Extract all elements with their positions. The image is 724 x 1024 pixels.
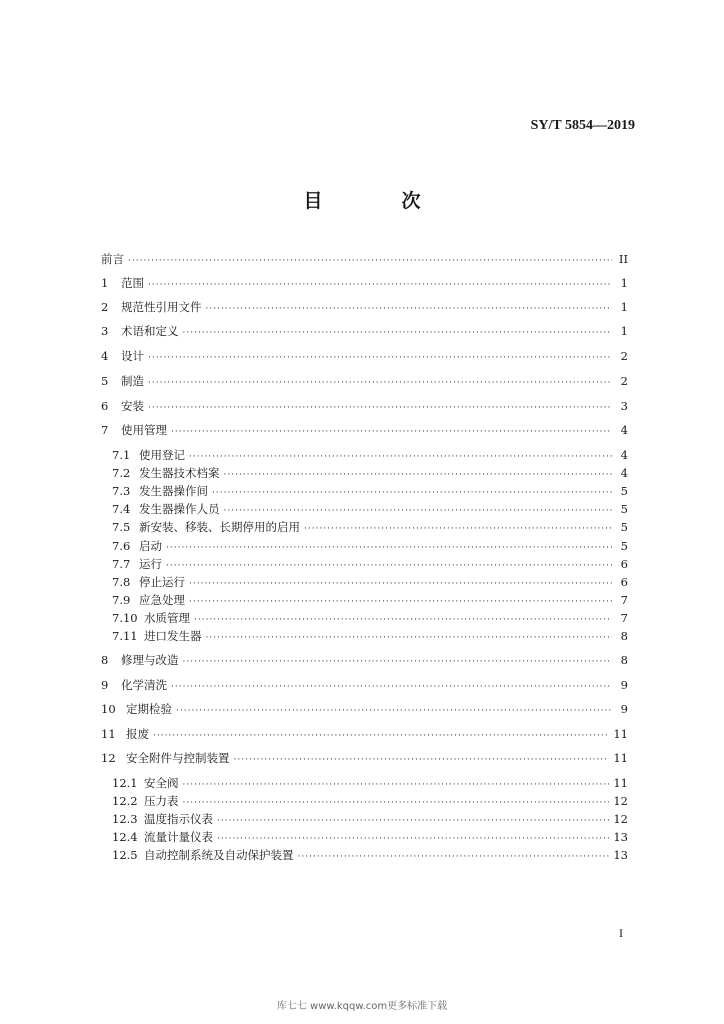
toc-entry-number: 12 [101, 751, 116, 765]
toc-entry-number: 12.2 [112, 794, 138, 808]
toc-subentry[interactable] [112, 810, 628, 828]
toc-entry-number: 7.8 [112, 575, 131, 589]
toc-entry-number: 11 [101, 727, 116, 741]
toc-entry-page: 5 [620, 484, 628, 498]
toc-entry-number: 7 [101, 423, 109, 437]
toc-entry-number: 12.3 [112, 812, 138, 826]
toc-entry-page: 9 [620, 702, 628, 716]
toc-entry[interactable] [101, 322, 628, 340]
toc-entry-number: 7.7 [112, 557, 131, 571]
toc-entry-page: II [618, 252, 628, 266]
toc-entry-foreword[interactable] [101, 250, 628, 268]
toc-title: 目 次 [303, 190, 451, 212]
toc-entry-label: 前言 [101, 252, 124, 266]
toc-entry-label: 运行 [139, 557, 162, 571]
toc-entry-number: 8 [101, 653, 109, 667]
toc-leader-dots [183, 653, 613, 671]
toc-entry-label: 安全附件与控制装置 [126, 751, 230, 765]
toc-entry-number: 5 [101, 374, 109, 388]
toc-entry-label: 设计 [121, 349, 144, 363]
toc-entry-number: 4 [101, 349, 109, 363]
toc-leader-dots [148, 399, 612, 417]
toc-entry-page: 5 [620, 502, 628, 516]
toc-entry-label: 范围 [121, 276, 144, 290]
toc-entry-label: 发生器操作人员 [139, 502, 220, 516]
toc-entry-label: 水质管理 [144, 611, 190, 625]
toc-entry-label: 安全阀 [144, 776, 179, 790]
toc-entry-page: 4 [620, 466, 628, 480]
toc-entry-label: 新安装、移装、长期停用的启用 [139, 520, 300, 534]
toc-entry-label: 发生器技术档案 [139, 466, 220, 480]
toc-subentry[interactable] [112, 609, 628, 627]
toc-subentry[interactable] [112, 627, 628, 645]
toc-entry[interactable] [101, 651, 628, 669]
toc-subentry[interactable] [112, 573, 628, 591]
toc-entry[interactable] [101, 700, 628, 718]
toc-entry-label: 使用管理 [121, 423, 167, 437]
toc-subentry[interactable] [112, 518, 628, 536]
toc-leader-dots [298, 848, 610, 866]
toc-entry-number: 9 [101, 678, 109, 692]
toc-entry[interactable] [101, 347, 628, 365]
toc-leader-dots [176, 702, 612, 720]
toc-entry-label: 发生器操作间 [139, 484, 208, 498]
toc-subentry[interactable] [112, 500, 628, 518]
toc-leader-dots [183, 324, 613, 342]
toc-entry-page: 8 [620, 653, 628, 667]
toc-entry-label: 启动 [139, 539, 162, 553]
toc-subentry[interactable] [112, 446, 628, 464]
toc-subentry[interactable] [112, 464, 628, 482]
toc-entry-number: 2 [101, 300, 109, 314]
toc-entry-number: 12.4 [112, 830, 138, 844]
standard-code: SY/T 5854—2019 [530, 118, 635, 133]
toc-entry-label: 温度指示仪表 [144, 812, 213, 826]
toc-entry-number: 7.11 [112, 629, 138, 643]
toc-entry-page: 3 [620, 399, 628, 413]
toc-entry-page: 7 [620, 611, 628, 625]
footer-watermark[interactable]: 库七七 www.kqqw.com更多标准下载 [276, 1001, 448, 1012]
toc-entry-page: 9 [620, 678, 628, 692]
toc-entry-number: 7.10 [112, 611, 138, 625]
toc-entry-page: 6 [620, 557, 628, 571]
toc-entry-number: 7.5 [112, 520, 131, 534]
toc-entry-label: 化学清洗 [121, 678, 167, 692]
toc-entry[interactable] [101, 372, 628, 390]
toc-entry-page: 12 [613, 812, 628, 826]
toc-subentry[interactable] [112, 792, 628, 810]
toc-entry-page: 4 [620, 423, 628, 437]
toc-entry-label: 压力表 [144, 794, 179, 808]
toc-subentry[interactable] [112, 591, 628, 609]
toc-leader-dots [234, 751, 610, 769]
page-number: I [619, 926, 623, 940]
toc-entry-number: 7.4 [112, 502, 131, 516]
toc-entry-label: 自动控制系统及自动保护装置 [144, 848, 294, 862]
toc-entry-label: 制造 [121, 374, 144, 388]
toc-entry-page: 4 [620, 448, 628, 462]
toc-subentry[interactable] [112, 774, 628, 792]
toc-entry-label: 应急处理 [139, 593, 185, 607]
toc-entry-number: 7.3 [112, 484, 131, 498]
toc-entry-label: 规范性引用文件 [121, 300, 202, 314]
toc-entry-page: 2 [620, 349, 628, 363]
toc-entry-label: 使用登记 [139, 448, 185, 462]
toc-entry-page: 7 [620, 593, 628, 607]
toc-entry-number: 7.2 [112, 466, 131, 480]
toc-entry[interactable] [101, 274, 628, 292]
toc-leader-dots [153, 727, 609, 745]
toc-entry-page: 5 [620, 520, 628, 534]
toc-entry-number: 3 [101, 324, 109, 338]
toc-leader-dots [206, 300, 613, 318]
toc-leader-dots [128, 252, 612, 270]
toc-leader-dots [171, 423, 612, 441]
toc-entry-page: 1 [620, 276, 628, 290]
toc-entry-page: 11 [613, 776, 628, 790]
toc-entry-label: 术语和定义 [121, 324, 179, 338]
toc-entry-number: 7.1 [112, 448, 131, 462]
toc-entry-label: 修理与改造 [121, 653, 179, 667]
toc-entry-page: 13 [613, 830, 628, 844]
toc-entry-label: 定期检验 [126, 702, 172, 716]
toc-entry-page: 8 [620, 629, 628, 643]
toc-leader-dots [171, 678, 612, 696]
toc-entry[interactable] [101, 749, 628, 767]
toc-entry-page: 6 [620, 575, 628, 589]
toc-entry-page: 13 [613, 848, 628, 862]
toc-entry-number: 12.5 [112, 848, 138, 862]
toc-entry-number: 10 [101, 702, 116, 716]
toc-entry-number: 12.1 [112, 776, 138, 790]
toc-entry-page: 2 [620, 374, 628, 388]
toc-leader-dots [148, 374, 612, 392]
toc-entry-page: 1 [620, 300, 628, 314]
toc-entry-label: 进口发生器 [144, 629, 202, 643]
toc-entry-number: 1 [101, 276, 109, 290]
toc-subentry[interactable] [112, 482, 628, 500]
toc-entry-page: 11 [613, 727, 628, 741]
toc-entry-number: 7.6 [112, 539, 131, 553]
toc-leader-dots [148, 276, 612, 294]
toc-subentry[interactable] [112, 555, 628, 573]
toc-leader-dots [304, 520, 612, 538]
toc-subentry[interactable] [112, 828, 628, 846]
toc-entry[interactable] [101, 725, 628, 743]
toc-leader-dots [148, 349, 612, 367]
toc-entry-label: 流量计量仪表 [144, 830, 213, 844]
toc-entry-label: 安装 [121, 399, 144, 413]
toc-subentry[interactable] [112, 846, 628, 864]
toc-entry[interactable] [101, 676, 628, 694]
toc-entry[interactable] [101, 298, 628, 316]
toc-entry[interactable] [101, 421, 628, 439]
toc-entry[interactable] [101, 397, 628, 415]
toc-entry-page: 5 [620, 539, 628, 553]
toc-entry-label: 报废 [126, 727, 149, 741]
toc-entry-page: 1 [620, 324, 628, 338]
toc-entry-label: 停止运行 [139, 575, 185, 589]
toc-entry-number: 7.9 [112, 593, 131, 607]
toc-entry-number: 6 [101, 399, 109, 413]
toc-entry-page: 11 [613, 751, 628, 765]
toc-entry-page: 12 [613, 794, 628, 808]
toc-leader-dots [206, 629, 613, 647]
toc-subentry[interactable] [112, 537, 628, 555]
